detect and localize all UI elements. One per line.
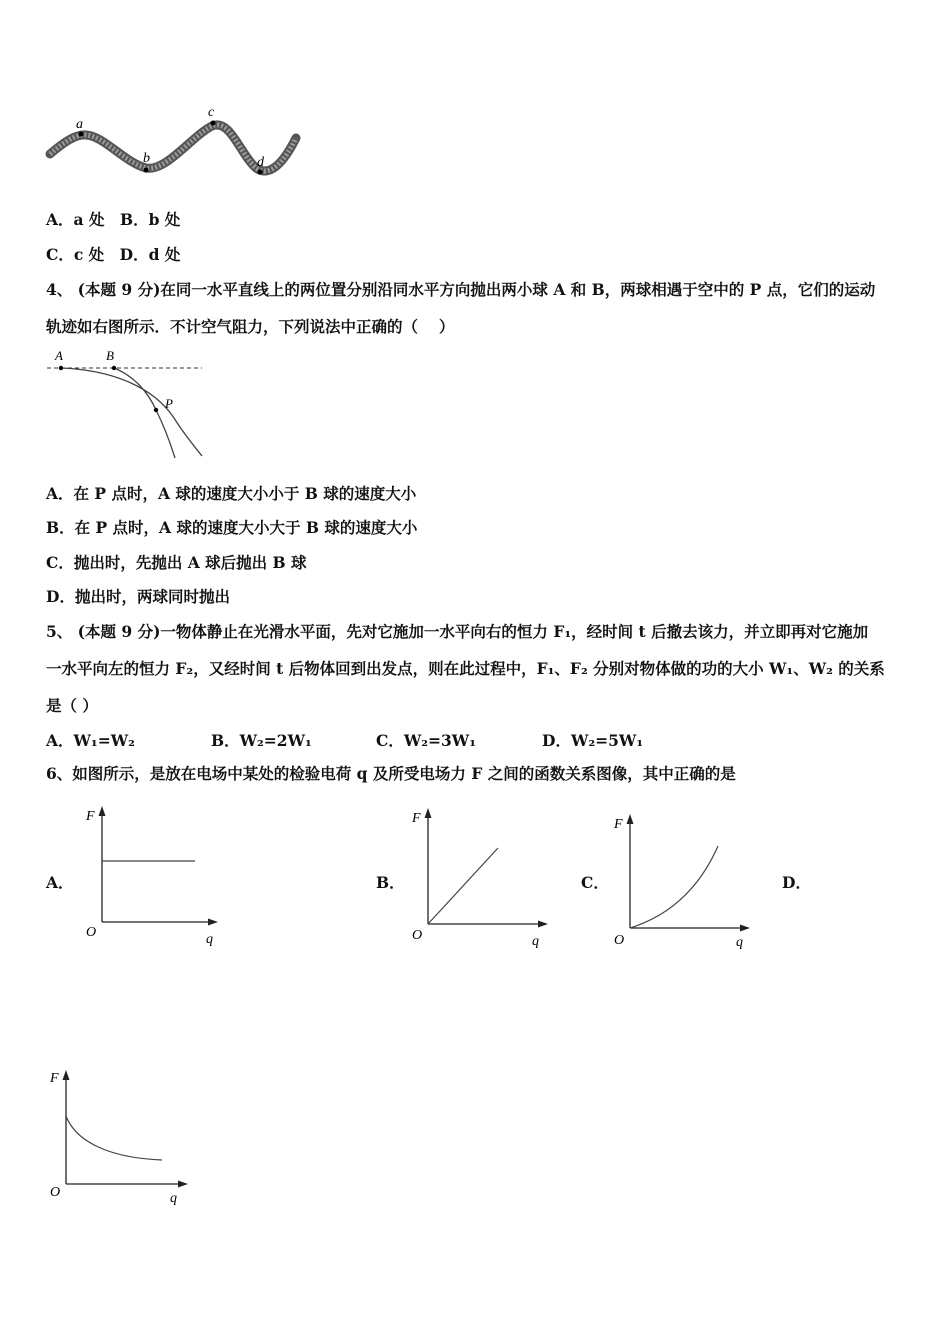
q5-stem-line2: 一水平向左的恒力 F₂，又经时间 t 后物体回到出发点，则在此过程中，F₁、F₂ 分别对物体做的功的大小 W₁、W₂ 的关系 <box>46 659 885 678</box>
graph-a <box>80 800 220 950</box>
q4-option-a: A．在 P 点时，A 球的速度大小小于 B 球的速度大小 <box>46 484 417 503</box>
wave-figure <box>44 104 306 184</box>
graph-d-svg <box>46 1060 196 1210</box>
axis-label-q: q <box>170 1191 177 1206</box>
point-b-dot <box>112 366 116 370</box>
axis-label-f: F <box>86 809 95 824</box>
axis-label-q: q <box>206 932 213 947</box>
q5-stem-line3: 是（ ） <box>46 696 98 715</box>
q4-option-b: B．在 P 点时，A 球的速度大小大于 B 球的速度大小 <box>46 518 418 537</box>
trajectory-b <box>114 368 175 458</box>
graph-c-svg <box>610 806 756 956</box>
q4-stem-line2: 轨迹如右图所示．不计空气阻力，下列说法中正确的（ ） <box>46 317 455 336</box>
q4-option-d: D．抛出时，两球同时抛出 <box>46 587 230 606</box>
label-d: d <box>257 155 264 170</box>
axis-label-f: F <box>412 811 421 826</box>
label-p: P <box>165 396 173 411</box>
point-a-dot <box>59 366 63 370</box>
origin-label: O <box>614 933 625 948</box>
label-c: c <box>208 105 215 120</box>
projectile-figure <box>44 346 209 464</box>
y-axis-arrow <box>63 1070 70 1080</box>
label-a: a <box>76 117 83 132</box>
graph-b-svg <box>406 800 552 950</box>
origin-label: O <box>412 928 423 943</box>
point-p-dot <box>154 408 158 412</box>
curve-linear <box>428 848 498 924</box>
graph-c <box>610 806 756 956</box>
graph-d <box>46 1060 196 1210</box>
q6-option-a-label: A． <box>46 873 74 892</box>
axis-label-q: q <box>736 935 743 950</box>
label-b: B <box>106 348 114 363</box>
q6-option-c-label: C． <box>581 873 609 892</box>
x-axis-arrow <box>538 921 548 928</box>
axis-label-f: F <box>50 1071 59 1086</box>
q6-option-d-label: D． <box>782 873 811 892</box>
graph-b <box>406 800 552 950</box>
q3-options-row2: C．c 处 D．d 处 <box>46 245 181 264</box>
x-axis-arrow <box>740 925 750 932</box>
label-a: A <box>55 348 63 363</box>
point-b-dot <box>144 168 149 173</box>
label-b: b <box>143 151 150 166</box>
x-axis-arrow <box>208 919 218 926</box>
curve-decreasing <box>66 1116 162 1160</box>
x-axis-arrow <box>178 1181 188 1188</box>
curve-increasing <box>630 846 718 928</box>
wave-diagram <box>44 104 306 184</box>
y-axis-arrow <box>627 814 634 824</box>
point-d-dot <box>258 170 263 175</box>
graph-a-svg <box>80 800 220 950</box>
y-axis-arrow <box>425 808 432 818</box>
point-c-dot <box>211 121 216 126</box>
q5-option-c: C．W₂=3W₁ <box>376 731 477 750</box>
q5-option-d: D．W₂=5W₁ <box>542 731 644 750</box>
point-a-dot <box>79 132 84 137</box>
axis-label-f: F <box>614 817 623 832</box>
q6-stem-line1: 6、如图所示，是放在电场中某处的检验电荷 q 及所受电场力 F 之间的函数关系图像，其中正确的是 <box>46 764 736 783</box>
q5-stem-line1: 5、 (本题 9 分)一物体静止在光滑水平面，先对它施加一水平向右的恒力 F₁，经时间 t 后撤去该力，并立即再对它施加 <box>46 622 869 641</box>
q4-stem-line1: 4、 (本题 9 分)在同一水平直线上的两位置分别沿同水平方向抛出两小球 A 和 B，两球相遇于空中的 P 点，它们的运动 <box>46 280 876 299</box>
origin-label: O <box>50 1185 61 1200</box>
q5-option-b: B．W₂=2W₁ <box>211 731 312 750</box>
y-axis-arrow <box>99 806 106 816</box>
q3-options-row1: A．a 处 B．b 处 <box>46 210 181 229</box>
trajectory-a <box>61 368 202 456</box>
q5-option-a: A．W₁=W₂ <box>46 731 135 750</box>
q4-option-c: C．抛出时，先抛出 A 球后抛出 B 球 <box>46 553 307 572</box>
axis-label-q: q <box>532 934 539 949</box>
q6-option-b-label: B． <box>376 873 405 892</box>
origin-label: O <box>86 925 97 940</box>
projectile-diagram <box>44 346 209 464</box>
